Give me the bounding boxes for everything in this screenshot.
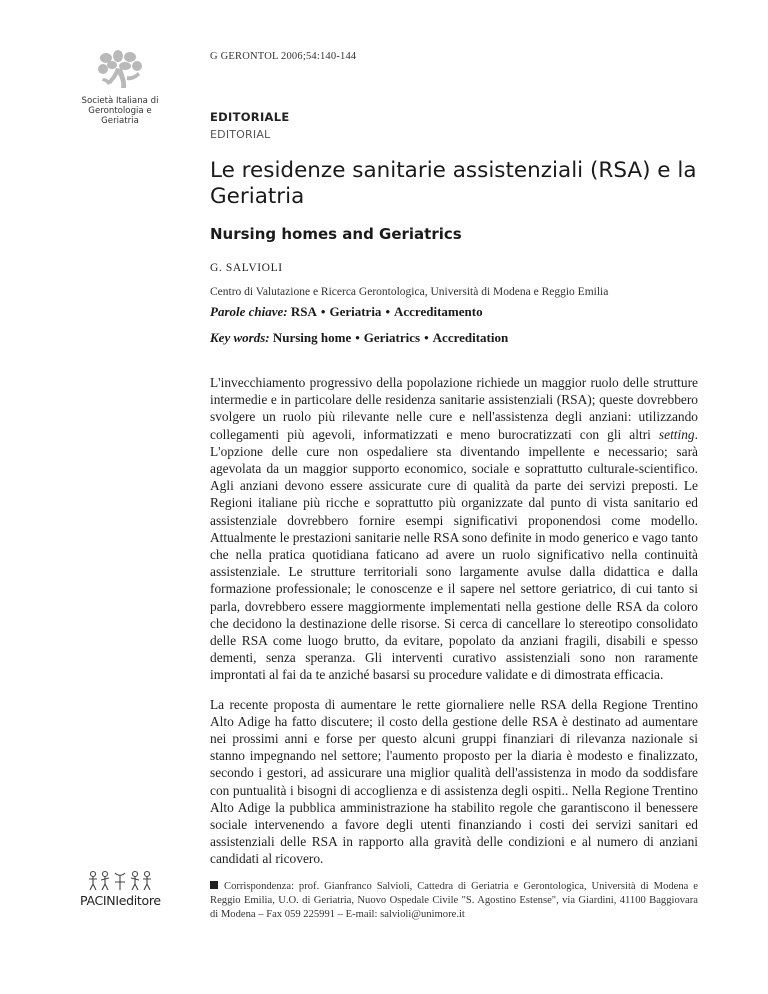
- pacini-figures-logo-icon: [85, 870, 155, 892]
- article-title: Le residenze sanitarie assistenziali (RSA) e la Geriatria: [210, 158, 697, 209]
- publisher-name: PACINIeditore: [80, 893, 161, 908]
- paragraph-1-text-end: . L'opzione delle cure non ospedaliere sta diventando impellente e necessario; sarà agevolata da un maggior supporto economico, sociale e soprattutto culturale-scientifico. Agli anziani devono essere assicurate cure di qualità da parte dei servizi preposti. Le Regioni italiane più ricche e soprattutto più organizzate dal punto di vista sanitario ed assistenziale dovrebbero fornire esempi significativi proponendosi come modello. Attualmente le prestazioni sanitarie nelle RSA sono definite in modo generico e vago tanto che nella pratica quotidiana faticano ad avere un ruolo significativo nella continuità assistenziale. Le strutture territoriali sono largamente avulse dalla didattica e dalla formazione professionale; le conoscenze e il sapere nel settore geriatrico, di cui tanto si parla, dovrebbero essere maggiormente implementati nella gestione delle RSA da coloro che decidono la destinazione delle risorse. Si cerca di cancellare lo stereotipo consolidato delle RSA come luogo brutto, da evitare, popolato da anziani fragili, disabili e spesso dementi, senza speranza. Gli interventi curativo assistenziali sono non raramente improntati al fai da te anziché basarsi su procedure validate e di dimostrata efficacia.: [210, 426, 698, 683]
- body-paragraph-1: [210, 374, 698, 684]
- keyword-term: Accreditamento: [394, 304, 483, 319]
- section-label-italian: EDITORIALE: [210, 110, 290, 124]
- section-label-english: EDITORIAL: [210, 128, 271, 141]
- paragraph-1-emphasis: setting: [658, 426, 695, 442]
- journal-citation: G GERONTOL 2006;54:140-144: [210, 51, 357, 62]
- keyword-separator: •: [424, 330, 429, 345]
- article-body: [210, 374, 698, 868]
- keyword-term: RSA: [290, 304, 317, 319]
- keywords-italian: [210, 304, 483, 320]
- society-name-line-2: Gerontologia e: [88, 106, 152, 116]
- keyword-term: Geriatria: [329, 304, 382, 319]
- publisher-logo: [80, 870, 160, 908]
- article-subtitle: Nursing homes and Geriatrics: [210, 225, 462, 243]
- keywords-italian-label: Parole chiave:: [210, 304, 288, 319]
- square-bullet-icon: [210, 881, 218, 889]
- body-paragraph-2: La recente proposta di aumentare le rette giornaliere nelle RSA della Regione Trentino Alto Adige ha fatto discutere; il costo della gestione delle RSA è destinato ad aumentare nei prossimi anni e forse per questo alcuni gruppi finanziari di rilevanza nazionale si stanno impegnando nel settore; l'aumento proposto per la diaria è modesto e finalizzato, secondo i gestori, ad assicurare una miglior qualità dell'assistenza in modo da soddisfare con puntualità i bisogni di accoglienza e di assistenza degli ospiti.. Nella Regione Trentino Alto Adige la pubblica amministrazione ha stabilito regole che garantiscono il benessere sociale intervenendo a favore degli utenti finanziando i costi dei servizi sanitari ed assistenziali delle RSA in rapporto alla gravità delle condizioni e al numero di anziani candidati al ricovero.: [210, 696, 698, 867]
- correspondence-text: Corrispondenza: prof. Gianfranco Salvioli, Cattedra di Geriatria e Gerontologica, Università di Modena e Reggio Emilia, U.O. di Geriatria, Nuovo Ospedale Civile "S. Agostino Estense", via Giardini, 41100 Baggiovara di Modena – Fax 059 225991 – E-mail: salvioli@unimore.it: [210, 881, 698, 921]
- keyword-separator: •: [385, 304, 390, 319]
- section-label: [210, 110, 290, 141]
- society-name-line-3: Geriatria: [101, 116, 139, 126]
- keyword-term: Geriatrics: [363, 330, 421, 345]
- keywords-english-label: Key words:: [210, 330, 270, 345]
- society-logo: [80, 50, 160, 126]
- society-tree-logo-icon: [97, 50, 143, 92]
- keyword-separator: •: [320, 304, 326, 319]
- keyword-term: Nursing home: [272, 330, 352, 345]
- society-name-line-1: Società Italiana di: [81, 96, 159, 106]
- article-author: G. SALVIOLI: [210, 262, 283, 274]
- paragraph-1-text-start: L'invecchiamento progressivo della popolazione richiede un maggior ruolo delle strutture intermedie e in particolare delle residenza sanitarie assistenziali (RSA); queste dovrebbero svolgere un ruolo più rilevante nelle cure e nell'assistenza degli anziani: utilizzando collegamenti più agevoli, informatizzati e meno burocratizzati con gli altri: [210, 375, 698, 442]
- keyword-separator: •: [355, 330, 360, 345]
- keywords-english: [210, 330, 508, 346]
- society-name: [80, 96, 160, 126]
- correspondence-note: [210, 880, 698, 923]
- article-affiliation: Centro di Valutazione e Ricerca Gerontologica, Università di Modena e Reggio Emilia: [210, 286, 609, 298]
- keyword-term: Accreditation: [432, 330, 509, 345]
